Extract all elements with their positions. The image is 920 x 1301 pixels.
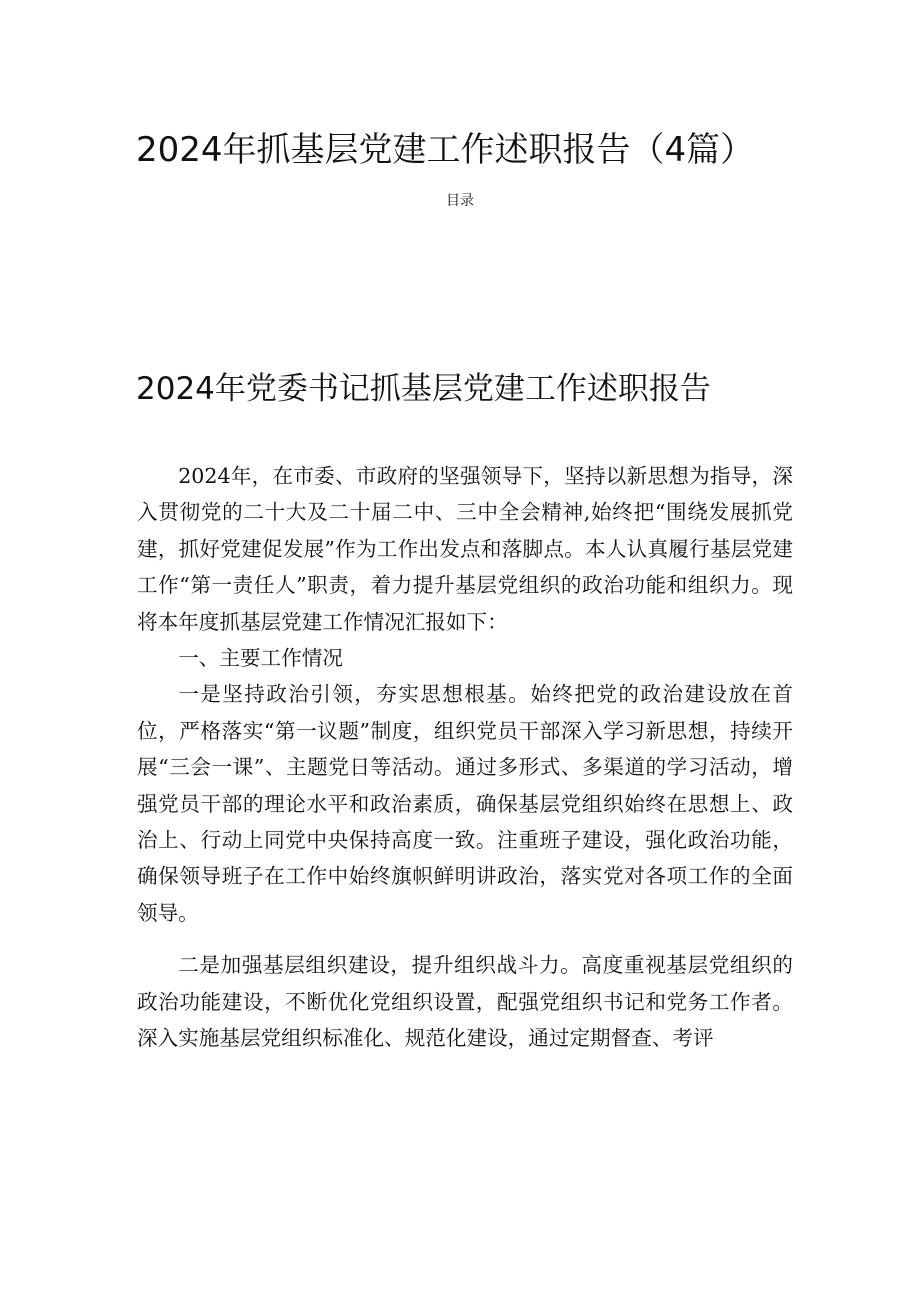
report-title: 2024年党委书记抓基层党建工作述职报告 (136, 371, 711, 407)
table-of-contents-label: 目录 (446, 193, 474, 209)
paragraph-organization-building: 二是加强基层组织建设，提升组织战斗力。高度重视基层党组织的政治功能建设，不断优化党组织设置，配强党组织书记和党务工作者。深入实施基层党组织标准化、规范化建设，通过定期督查、考评 (137, 953, 793, 1051)
report-body (137, 458, 793, 1057)
section-heading-main-work: 一、主要工作情况 (178, 646, 343, 671)
intro-paragraph: 2024年，在市委、市政府的坚强领导下，坚持以新思想为指导，深入贯彻党的二十大及二十届二中、三中全会精神,始终把“围绕发展抓党建，抓好党建促发展”作为工作出发点和落脚点。本人认真履行基层党建工作“第一责任人”职责，着力提升基层党组织的政治功能和组织力。现将本年度抓基层党建工作情况汇报如下： (137, 464, 793, 634)
paragraph-political-leadership: 一是坚持政治引领，夯实思想根基。始终把党的政治建设放在首位，严格落实“第一议题”制度，组织党员干部深入学习新思想，持续开展“三会一课”、主题党日等活动。通过多形式、多渠道的学习活动，增强党员干部的理论水平和政治素质，确保基层党组织始终在思想上、政治上、行动上同党中央保持高度一致。注重班子建设，强化政治功能，确保领导班子在工作中始终旗帜鲜明讲政治，落实党对各项工作的全面领导。 (137, 682, 793, 925)
document-main-title: 2024年抓基层党建工作述职报告（4篇） (136, 130, 755, 170)
